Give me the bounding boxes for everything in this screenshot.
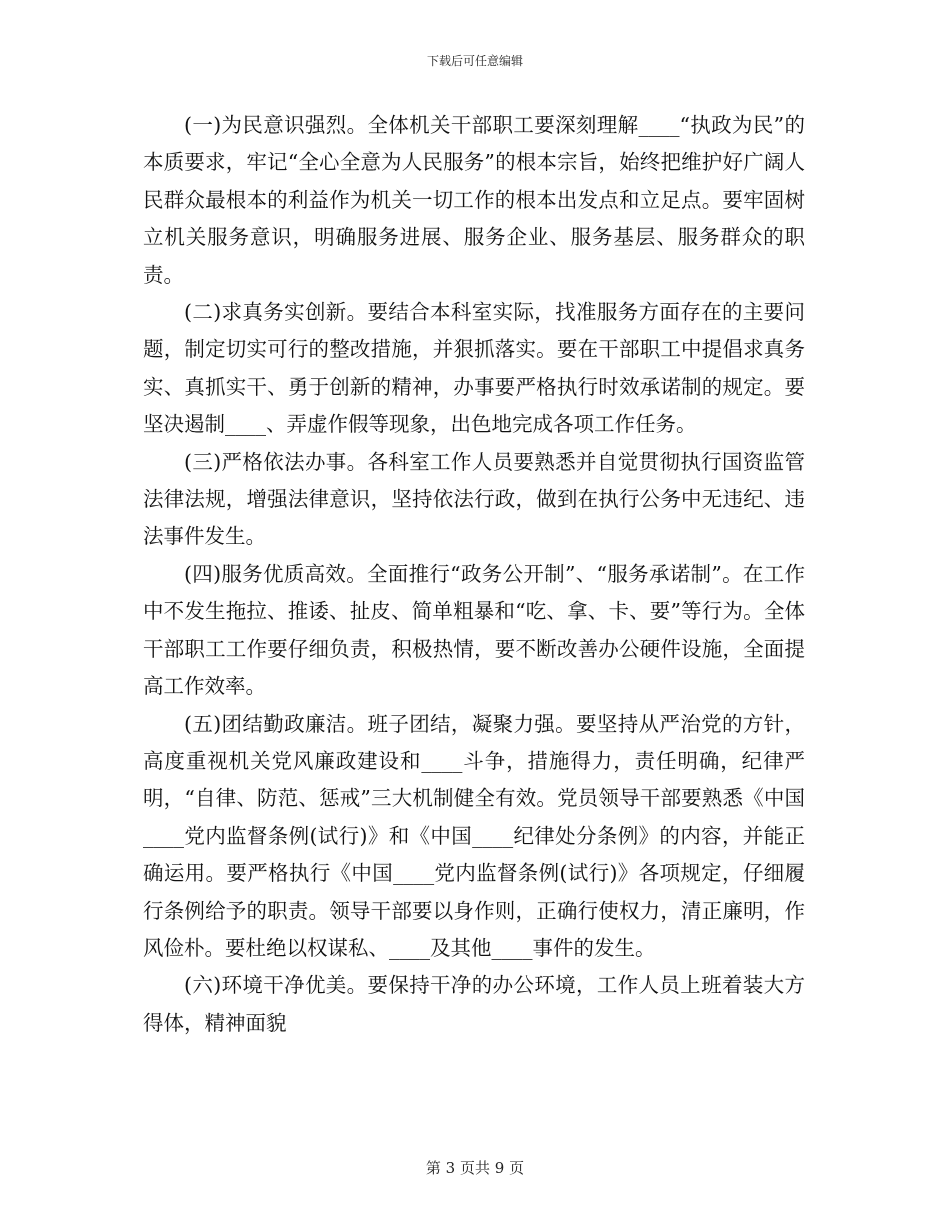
paragraph-4: (四)服务优质高效。全面推行“政务公开制”、“服务承诺制”。在工作中不发生拖拉、推诿、扯皮、简单粗暴和“吃、拿、卡、要”等行为。全体干部职工工作要仔细负责，积极热情，要不断改善办公硬件设施，全面提高工作效率。: [143, 561, 805, 699]
document-body: [143, 107, 805, 1042]
page-number-footer: 第 3 页共 9 页: [425, 1159, 525, 1177]
paragraph-1: (一)为民意识强烈。全体机关干部职工要深刻理解____“执政为民”的本质要求，牢记“全心全意为人民服务”的根本宗旨，始终把维护好广阔人民群众最根本的利益作为机关一切工作的根本出发点和立足点。要牢固树立机关服务意识，明确服务进展、服务企业、服务基层、服务群众的职责。: [143, 113, 805, 287]
paragraph-5: (五)团结勤政廉洁。班子团结，凝聚力强。要坚持从严治党的方针，高度重视机关党风廉政建设和____斗争，措施得力，责任明确，纪律严明，“自律、防范、惩戒”三大机制健全有效。党员领导干部要熟悉《中国____党内监督条例(试行)》和《中国____纪律处分条例》的内容，并能正确运用。要严格执行《中国____党内监督条例(试行)》各项规定，仔细履行条例给予的职责。领导干部要以身作则，正确行使权力，清正廉明，作风俭朴。要杜绝以权谋私、____及其他____事件的发生。: [143, 711, 805, 960]
paragraph-2: (二)求真务实创新。要结合本科室实际，找准服务方面存在的主要问题，制定切实可行的整改措施，并狠抓落实。要在干部职工中提倡求真务实、真抓实干、勇于创新的精神，办事要严格执行时效承诺制的规定。要坚决遏制____、弄虚作假等现象，出色地完成各项工作任务。: [143, 300, 805, 437]
paragraph-3: (三)严格依法办事。各科室工作人员要熟悉并自觉贯彻执行国资监管法律法规，增强法律意识，坚持依法行政，做到在执行公务中无违纪、违法事件发生。: [143, 449, 805, 549]
paragraph-6: (六)环境干净优美。要保持干净的办公环境，工作人员上班着装大方得体，精神面貌: [143, 973, 805, 1035]
page-header: 下载后可任意编辑: [426, 54, 523, 68]
